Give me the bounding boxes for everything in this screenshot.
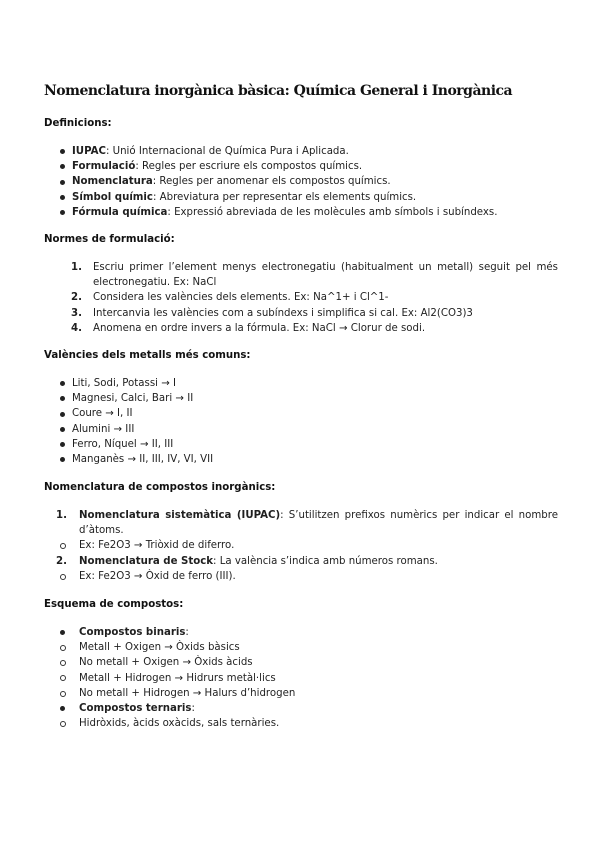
term: Nomenclatura sistemàtica (IUPAC) <box>79 510 281 521</box>
item-text: : La valència s’indica amb números romans. <box>213 555 438 567</box>
term: Fórmula química <box>72 206 168 218</box>
item-number: 1. <box>71 262 82 273</box>
scheme-section <box>44 597 558 731</box>
rules-heading: Normes de formulació: <box>44 234 175 245</box>
list-item <box>44 306 558 321</box>
sub-list-item: Metall + Oxigen → Òxids bàsics <box>44 640 558 655</box>
item-text: : S’utilitzen prefixos numèrics per indicar el nombre d’àtoms. <box>79 510 558 537</box>
term: Nomenclatura <box>72 176 153 188</box>
term: Nomenclatura de Stock <box>79 555 214 567</box>
definitions-heading: Definicions: <box>44 118 112 129</box>
list-item <box>44 159 558 174</box>
list-item <box>44 174 558 189</box>
item-text: Intercanvia les valències com a subíndexs i simplifica si cal. Ex: Al2(CO3)3 <box>93 307 473 319</box>
list-item <box>44 625 558 640</box>
list-item <box>44 290 558 305</box>
rules-section <box>44 232 558 336</box>
item-text: Anomena en ordre invers a la fórmula. Ex: NaCl → Clorur de sodi. <box>93 322 426 334</box>
sub-list-item: Ex: Fe2O3 → Òxid de ferro (III). <box>44 569 558 584</box>
item-number: 1. <box>56 510 67 521</box>
list-item <box>44 205 558 220</box>
definition-text: : Regles per escriure els compostos químics. <box>135 161 363 173</box>
valences-heading: Valències dels metalls més comuns: <box>44 350 251 361</box>
nomenclature-heading: Nomenclatura de compostos inorgànics: <box>44 482 276 493</box>
definitions-section <box>44 116 558 220</box>
rules-list <box>44 260 558 336</box>
list-item: Ferro, Níquel → II, III <box>44 437 558 452</box>
term: Símbol químic <box>72 191 153 203</box>
item-number: 4. <box>71 322 82 334</box>
nomenclature-section <box>44 480 558 584</box>
scheme-heading: Esquema de compostos: <box>44 599 184 610</box>
list-item <box>44 260 558 290</box>
item-text: : <box>191 703 195 715</box>
term: Compostos binaris <box>79 627 186 638</box>
definitions-list <box>44 144 558 220</box>
sub-list-item: Ex: Fe2O3 → Triòxid de diferro. <box>44 538 558 553</box>
list-item <box>44 508 558 538</box>
list-item <box>44 144 558 159</box>
nomenclature-list <box>44 508 558 584</box>
sub-list-item: Metall + Hidrogen → Hidrurs metàl·lics <box>44 671 558 686</box>
list-item: Alumini → III <box>44 422 558 437</box>
list-item <box>44 321 558 336</box>
item-number: 2. <box>56 555 67 567</box>
list-item: Liti, Sodi, Potassi → I <box>44 376 558 391</box>
scheme-list <box>44 625 558 731</box>
item-number: 2. <box>71 292 82 304</box>
sub-list-item: No metall + Oxigen → Òxids àcids <box>44 655 558 670</box>
valences-section <box>44 348 558 467</box>
term: IUPAC <box>72 146 106 157</box>
definition-text: : Unió Internacional de Química Pura i Aplicada. <box>105 146 349 157</box>
item-text: Considera les valències dels elements. Ex: Na^1+ i Cl^1- <box>93 292 389 304</box>
term: Formulació <box>72 161 136 173</box>
valences-list <box>44 376 558 467</box>
definition-text: : Expressió abreviada de les molècules amb símbols i subíndexs. <box>167 206 498 218</box>
list-item: Manganès → II, III, IV, VI, VII <box>44 452 558 467</box>
sub-list-item: Hidròxids, àcids oxàcids, sals ternàries. <box>44 716 558 731</box>
sub-list-item: No metall + Hidrogen → Halurs d’hidrogen <box>44 686 558 701</box>
list-item <box>44 190 558 205</box>
page-title: Nomenclatura inorgànica bàsica: Química General i Inorgànica <box>44 83 513 99</box>
list-item <box>44 554 558 569</box>
item-text: Escriu primer l’element menys electronegatiu (habitualment un metall) seguit pel més electronegatiu. Ex: NaCl <box>93 262 558 289</box>
list-item: Magnesi, Calci, Bari → II <box>44 391 558 406</box>
definition-text: : Abreviatura per representar els elements químics. <box>152 191 417 203</box>
item-text: : <box>185 627 189 638</box>
term: Compostos ternaris <box>79 703 192 715</box>
definition-text: : Regles per anomenar els compostos químics. <box>152 176 391 188</box>
item-number: 3. <box>71 307 82 319</box>
list-item: Coure → I, II <box>44 406 558 421</box>
list-item <box>44 701 558 716</box>
